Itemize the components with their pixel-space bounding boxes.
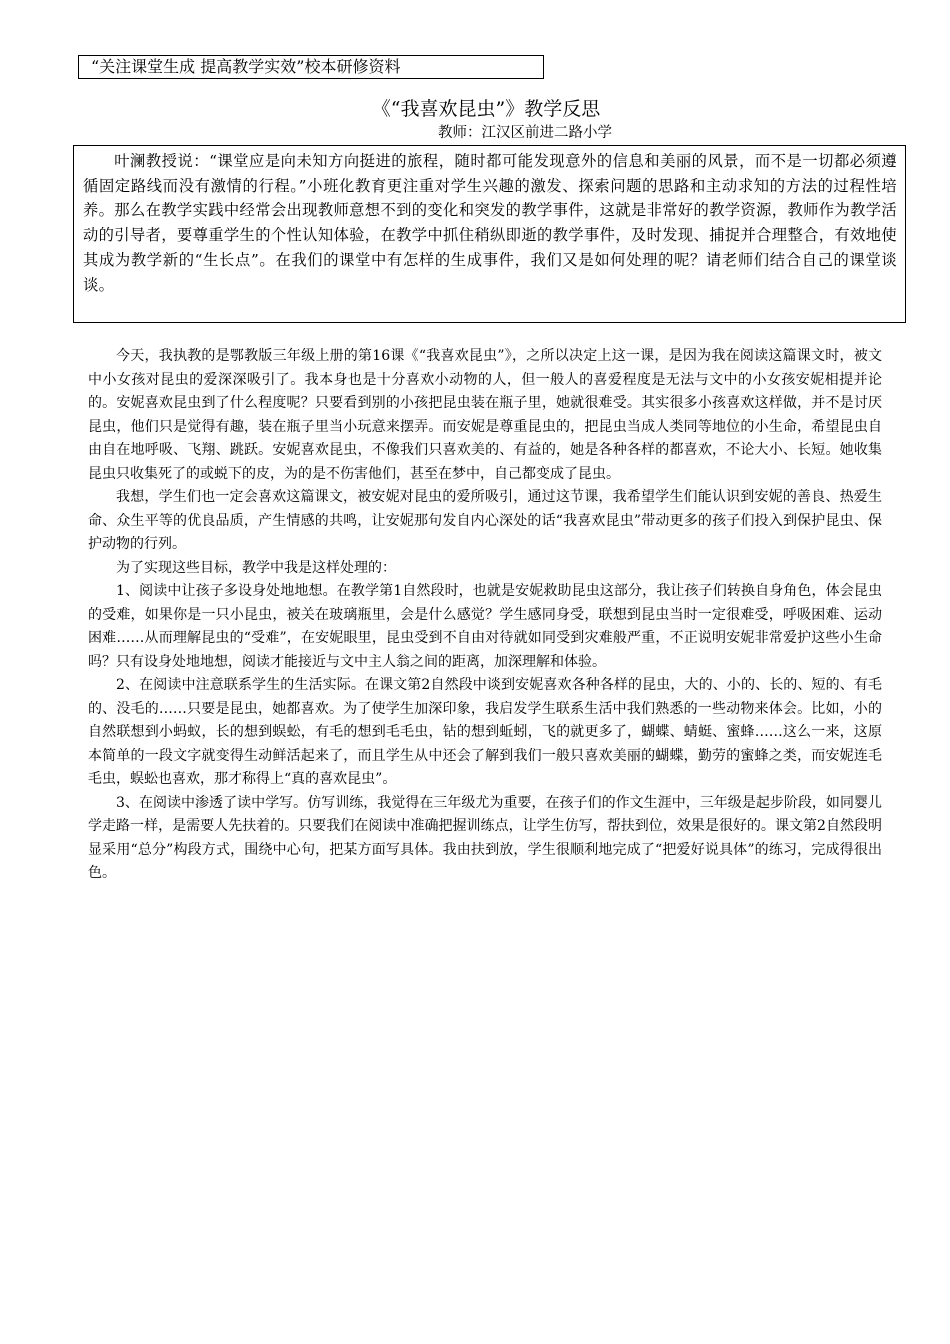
body-paragraph-1: 今天，我执教的是鄂教版三年级上册的第16课《“我喜欢昆虫”》，之所以决定上这一课，是因为我在阅读这篇课文时，被文中小女孩对昆虫的爱深深吸引了。我本身也是十分喜欢小动物的人，但一般人的喜爱程度是无法与文中的小女孩安妮相提并论的。安妮喜欢昆虫到了什么程度呢？只要看到别的小孩把昆虫装在瓶子里，她就很难受。其实很多小孩喜欢这样做，并不是讨厌昆虫，他们只是觉得有趣，装在瓶子里当小玩意来摆弄。而安妮是尊重昆虫的，把昆虫当成人类同等地位的小生命，希望昆虫自由自在地呼吸、飞翔、跳跃。安妮喜欢昆虫，不像我们只喜欢美的、有益的，她是各种各样的都喜欢，不论大小、长短。她收集昆虫只收集死了的或蜕下的皮，为的是不伤害他们，甚至在梦中，自己都变成了昆虫。: [88, 348, 882, 482]
author-line: 教师：江汉区前进二路小学: [438, 125, 612, 141]
body-content: [88, 345, 882, 886]
document-title: 《“我喜欢昆虫”》教学反思: [371, 98, 601, 120]
body-paragraph-3: 为了实现这些目标，教学中我是这样处理的：: [116, 559, 396, 576]
body-paragraph-6: 3、在阅读中渗透了读中学写。仿写训练，我觉得在三年级尤为重要，在孩子们的作文生涯中，三年级是起步阶段，如同婴儿学走路一样，是需要人先扶着的。只要我们在阅读中准确把握训练点，让学生仿写，帮扶到位，效果是很好的。课文第2自然段明显采用“总分”构段方式，围绕中心句，把某方面写具体。我由扶到放，学生很顺利地完成了“把爱好说具体”的练习，完成得很出色。: [88, 794, 882, 881]
quote-box: [73, 145, 906, 323]
body-paragraph-5: 2、在阅读中注意联系学生的生活实际。在课文第2自然段中谈到安妮喜欢各种各样的昆虫，大的、小的、长的、短的、有毛的、没毛的……只要是昆虫，她都喜欢。为了使学生加深印象，我启发学生联系生活中我们熟悉的一些动物来体会。比如，小的自然联想到小蚂蚁，长的想到蜈蚣，有毛的想到毛毛虫，钻的想到蚯蚓，飞的就更多了，蝴蝶、蜻蜓、蜜蜂……这么一来，这原本简单的一段文字就变得生动鲜活起来了，而且学生从中还会了解到我们一般只喜欢美丽的蝴蝶，勤劳的蜜蜂之类，而安妮连毛毛虫，蜈蚣也喜欢，那才称得上“真的喜欢昆虫”。: [88, 677, 882, 787]
header-title-box: [78, 55, 544, 79]
header-title-text: “关注课堂生成 提高教学实效”校本研修资料: [91, 57, 401, 76]
body-paragraph-4: 1、阅读中让孩子多设身处地地想。在教学第1自然段时，也就是安妮救助昆虫这部分，我让孩子们转换自身角色，体会昆虫的受难，如果你是一只小昆虫，被关在玻璃瓶里，会是什么感觉？学生感同身受，联想到昆虫当时一定很难受，呼吸困难、运动困难……从而理解昆虫的“受难”，在安妮眼里，昆虫受到不自由对待就如同受到灾难般严重，不正说明安妮非常爱护这些小生命吗？只有设身处地地想，阅读才能接近与文中主人翁之间的距离，加深理解和体验。: [88, 583, 882, 670]
quote-text: 叶澜教授说：“课堂应是向未知方向挺进的旅程，随时都可能发现意外的信息和美丽的风景，而不是一切都必须遵循固定路线而没有激情的行程。”小班化教育更注重对学生兴趣的激发、探索问题的思路和主动求知的方法的过程性培养。那么在教学实践中经常会出现教师意想不到的变化和突发的教学事件，这就是非常好的教学资源，教师作为教学活动的引导者，要尊重学生的个性认知体验，在教学中抓住稍纵即逝的教学事件，及时发现、捕捉并合理整合，有效地使其成为教学新的“生长点”。在我们的课堂中有怎样的生成事件，我们又是如何处理的呢？请老师们结合自己的课堂谈谈。: [83, 152, 897, 294]
body-paragraph-2: 我想，学生们也一定会喜欢这篇课文，被安妮对昆虫的爱所吸引，通过这节课，我希望学生们能认识到安妮的善良、热爱生命、众生平等的优良品质，产生情感的共鸣，让安妮那句发自内心深处的话“我喜欢昆虫”带动更多的孩子们投入到保护昆虫、保护动物的行列。: [88, 489, 882, 552]
